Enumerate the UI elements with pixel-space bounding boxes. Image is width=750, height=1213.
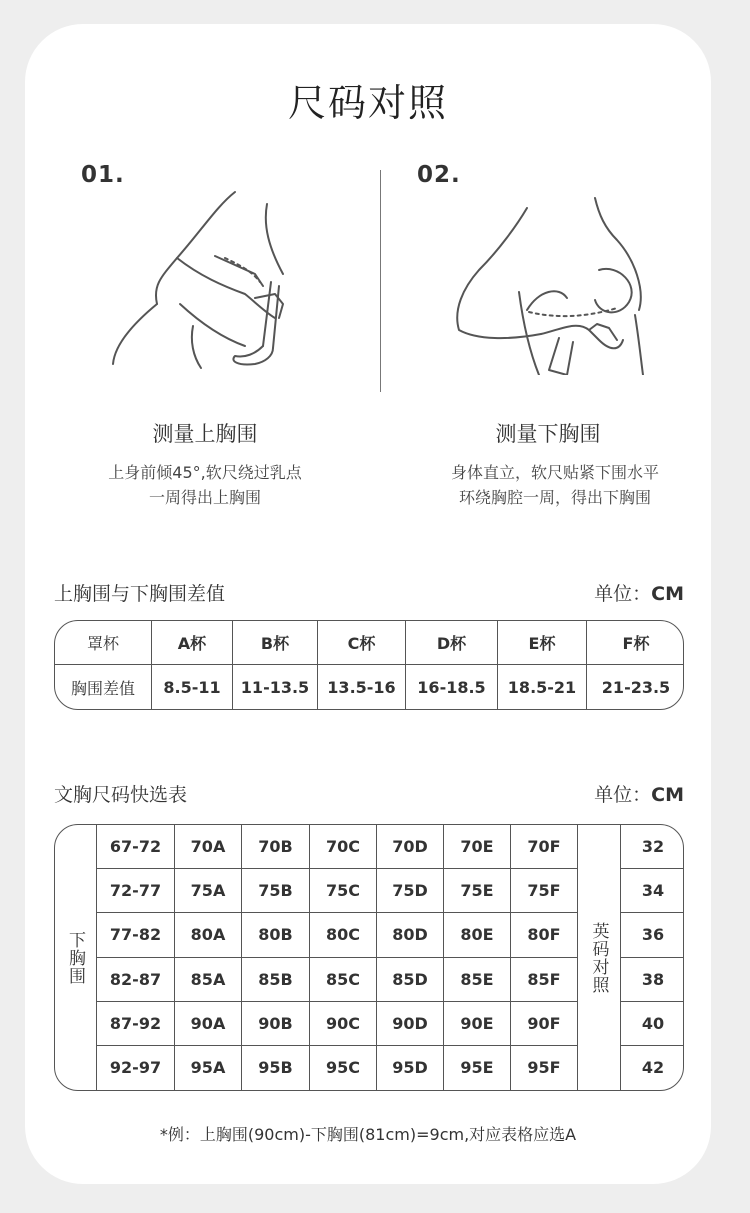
cup-header-d: D杯 <box>406 621 498 665</box>
underbust-range-cell: 77-82 <box>97 913 175 957</box>
size-guide-card <box>25 24 711 1184</box>
size-cell: 75F <box>511 869 578 913</box>
cup-unit-label: 单位： <box>594 583 652 605</box>
cup-section-title: 上胸围与下胸围差值 <box>54 583 226 605</box>
size-unit-label: 单位： <box>594 784 652 806</box>
step-2-number: 02. <box>417 162 461 188</box>
size-cell: 90C <box>310 1002 377 1046</box>
size-cell: 75D <box>377 869 444 913</box>
size-cell: 80E <box>444 913 511 957</box>
size-cell: 95A <box>175 1046 242 1090</box>
cup-header-label: 罩杯 <box>55 621 152 665</box>
size-cell: 95C <box>310 1046 377 1090</box>
underbust-range-cell: 82-87 <box>97 958 175 1002</box>
size-section-unit <box>594 780 684 807</box>
cup-value-f: 21-23.5 <box>601 677 671 697</box>
size-unit-value: CM <box>651 784 684 806</box>
step-2-desc-line2: 环绕胸腔一周，得出下胸围 <box>458 488 651 507</box>
size-cell: 80F <box>511 913 578 957</box>
size-cell: 70D <box>377 825 444 869</box>
size-cell: 70F <box>511 825 578 869</box>
cup-value-e: 18.5-21 <box>498 665 587 709</box>
step-1-desc-line1: 上身前倾45°,软尺绕过乳点 <box>108 463 302 482</box>
size-cell: 90B <box>242 1002 310 1046</box>
page-title: 尺码对照 <box>287 81 448 125</box>
step-1-desc-line2: 一周得出上胸围 <box>148 488 261 507</box>
size-cell: 80C <box>310 913 377 957</box>
cup-header-c: C杯 <box>318 621 406 665</box>
size-section-title: 文胸尺码快选表 <box>54 784 188 806</box>
size-cell: 80D <box>377 913 444 957</box>
underbust-range-cell: 92-97 <box>97 1046 175 1090</box>
steps-divider <box>380 170 381 392</box>
size-cell: 70E <box>444 825 511 869</box>
underbust-measure-illustration <box>449 190 655 375</box>
cup-value-b: 11-13.5 <box>233 665 318 709</box>
size-cell: 85B <box>242 958 310 1002</box>
size-cell: 90E <box>444 1002 511 1046</box>
size-cell: 85D <box>377 958 444 1002</box>
size-cell: 85A <box>175 958 242 1002</box>
cup-header-a: A杯 <box>152 621 233 665</box>
cup-header-e: E杯 <box>498 621 587 665</box>
size-cell: 95D <box>377 1046 444 1090</box>
size-cell: 80B <box>242 913 310 957</box>
cup-value-c: 13.5-16 <box>318 665 406 709</box>
size-cell: 95B <box>242 1046 310 1090</box>
size-cell: 85F <box>511 958 578 1002</box>
size-cell: 70C <box>310 825 377 869</box>
underbust-range-cell: 72-77 <box>97 869 175 913</box>
cup-unit-value: CM <box>651 583 684 605</box>
underbust-range-cell: 87-92 <box>97 1002 175 1046</box>
size-cell: 90F <box>511 1002 578 1046</box>
size-cell: 70B <box>242 825 310 869</box>
step-2-desc-line1: 身体直立，软尺贴紧下围水平 <box>450 463 659 482</box>
cup-header-b: B杯 <box>233 621 318 665</box>
size-quick-select-table <box>54 824 684 1091</box>
size-cell: 75A <box>175 869 242 913</box>
uk-size-cell: 40 <box>621 1002 684 1046</box>
cup-difference-table <box>54 620 684 710</box>
uk-size-cell: 38 <box>621 958 684 1002</box>
size-cell: 90A <box>175 1002 242 1046</box>
size-cell: 70A <box>175 825 242 869</box>
step-1-title: 测量上胸围 <box>152 422 258 446</box>
uk-size-cell: 34 <box>621 869 684 913</box>
size-cell: 95F <box>511 1046 578 1090</box>
step-2-description <box>405 460 705 510</box>
step-2-title: 测量下胸围 <box>495 422 601 446</box>
size-cell: 80A <box>175 913 242 957</box>
uk-size-label: 英码对照 <box>578 825 621 1090</box>
size-cell: 75E <box>444 869 511 913</box>
size-cell: 85C <box>310 958 377 1002</box>
uk-size-cell: 32 <box>621 825 684 869</box>
size-cell: 85E <box>444 958 511 1002</box>
uk-size-cell: 36 <box>621 913 684 957</box>
step-1-number: 01. <box>81 162 125 188</box>
size-cell: 75B <box>242 869 310 913</box>
size-cell: 95E <box>444 1046 511 1090</box>
cup-section-unit <box>594 579 684 606</box>
uk-size-cell: 42 <box>641 1058 665 1078</box>
underbust-range-cell: 67-72 <box>97 825 175 869</box>
step-1-description <box>55 460 355 510</box>
cup-row-label: 胸围差值 <box>55 665 152 709</box>
example-note: *例：上胸围(90cm)-下胸围(81cm)=9cm,对应表格应选A <box>159 1125 577 1144</box>
size-cell: 75C <box>310 869 377 913</box>
underbust-label: 下胸围 <box>55 825 97 1090</box>
size-cell: 90D <box>377 1002 444 1046</box>
cup-value-d: 16-18.5 <box>406 665 498 709</box>
cup-header-f: F杯 <box>587 621 684 665</box>
bust-measure-illustration <box>105 186 305 371</box>
cup-value-a: 8.5-11 <box>152 665 233 709</box>
